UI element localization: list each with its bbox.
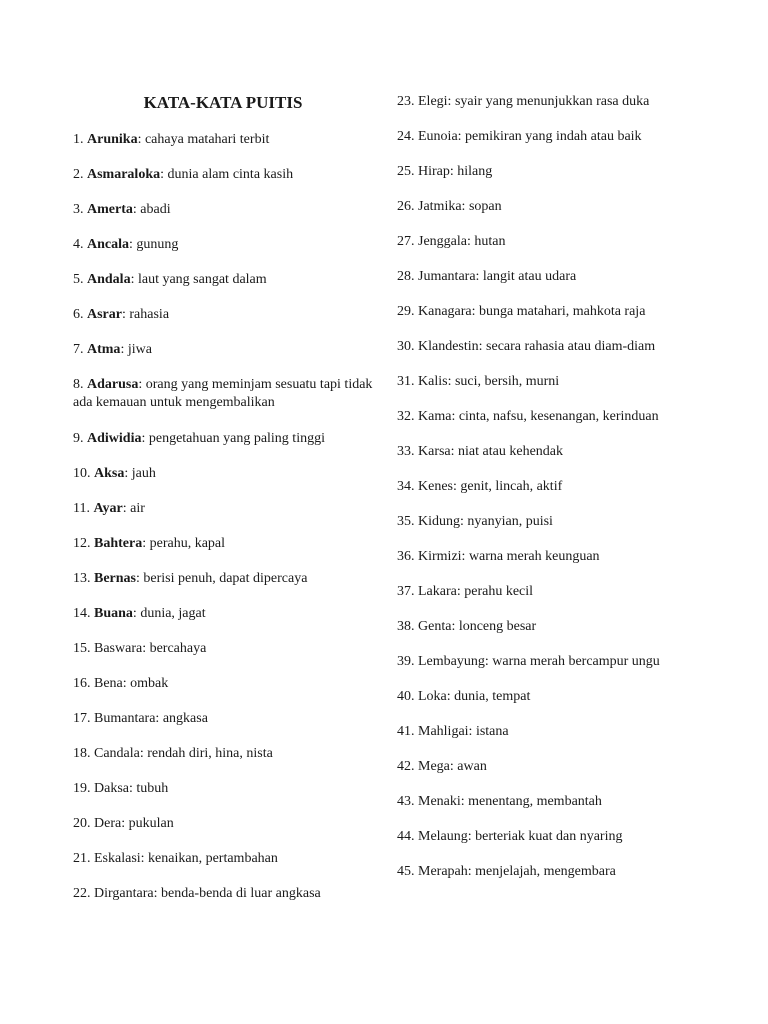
entry-number: 13. (73, 571, 94, 586)
entry-number: 25. (397, 164, 418, 179)
entry-definition: lonceng besar (458, 619, 537, 634)
entry-separator: : (129, 237, 137, 252)
word-entry (73, 675, 373, 693)
word-entry (397, 478, 737, 496)
word-entry (73, 430, 373, 448)
entry-separator: : (471, 304, 480, 319)
entry-number: 28. (397, 269, 418, 284)
entry-term: Kama (418, 409, 452, 424)
entry-definition: pukulan (128, 816, 174, 831)
entry-term: Mahligai (418, 724, 469, 739)
word-entry (73, 710, 373, 728)
entry-definition: sopan (468, 199, 502, 214)
entry-separator: : (121, 816, 129, 831)
entry-separator: : (457, 129, 466, 144)
entry-term: Ayar (93, 501, 123, 516)
word-entry (397, 583, 737, 601)
entry-definition: laut yang sangat dalam (137, 272, 267, 287)
entry-separator: : (122, 307, 130, 322)
entry-separator: : (122, 676, 131, 691)
entry-definition: rendah diri, hina, nista (147, 746, 273, 761)
word-entry (397, 758, 737, 776)
entry-separator: : (155, 711, 163, 726)
entry-term: Atma (87, 342, 121, 357)
word-entry (73, 341, 373, 359)
entry-separator: : (478, 339, 487, 354)
entry-separator: : (484, 654, 493, 669)
entry-term: Lembayung (418, 654, 485, 669)
entry-number: 42. (397, 759, 418, 774)
entry-number: 22. (73, 886, 94, 901)
entry-number: 16. (73, 676, 94, 691)
entry-number: 11. (73, 501, 94, 516)
entry-term: Candala (94, 746, 140, 761)
entry-definition: menjelajah, mengembara (475, 864, 616, 879)
entry-definition: bercahaya (149, 641, 207, 656)
entry-term: Hirap (418, 164, 450, 179)
word-entry (397, 163, 737, 181)
entry-separator: : (449, 164, 458, 179)
entry-term: Merapah (418, 864, 468, 879)
entry-definition: niat atau kehendak (458, 444, 563, 459)
entry-term: Arunika (87, 132, 138, 147)
word-entry (73, 465, 373, 483)
entry-definition: suci, bersih, murni (454, 374, 560, 389)
word-entry (73, 201, 373, 219)
entry-separator: : (460, 794, 469, 809)
entry-separator: : (456, 584, 465, 599)
entry-number: 20. (73, 816, 94, 831)
entry-separator: : (137, 132, 145, 147)
entry-definition: berisi penuh, dapat dipercaya (143, 571, 308, 586)
entry-number: 9. (73, 431, 87, 446)
entry-term: Jenggala (418, 234, 467, 249)
entry-definition: ombak (130, 676, 169, 691)
entry-number: 41. (397, 724, 418, 739)
entry-separator: : (460, 514, 468, 529)
word-entry (73, 885, 373, 903)
entry-separator: : (467, 864, 476, 879)
word-entry (73, 271, 373, 289)
word-entry (397, 863, 737, 881)
entry-separator: : (461, 199, 469, 214)
entry-separator: : (138, 377, 146, 392)
entry-number: 18. (73, 746, 94, 761)
entry-term: Jumantara (418, 269, 476, 284)
word-entry (397, 233, 737, 251)
entry-definition: jiwa (127, 342, 152, 357)
entry-separator: : (447, 374, 455, 389)
entry-definition: langit atau udara (482, 269, 577, 284)
word-entry (397, 268, 737, 286)
word-entry (73, 815, 373, 833)
entry-separator: : (132, 202, 141, 217)
entry-number: 27. (397, 234, 418, 249)
word-entry (397, 93, 737, 111)
entry-number: 15. (73, 641, 94, 656)
entry-definition: perahu, kapal (149, 536, 226, 551)
word-entry (397, 723, 737, 741)
entry-term: Kidung (418, 514, 460, 529)
entry-definition: menentang, membantah (468, 794, 602, 809)
entry-separator: : (130, 272, 138, 287)
entry-separator: : (451, 619, 459, 634)
word-entry (73, 306, 373, 324)
entry-separator: : (140, 851, 149, 866)
entry-separator: : (142, 536, 150, 551)
entry-term: Daksa (94, 781, 129, 796)
word-entry (397, 828, 737, 846)
entry-definition: jauh (131, 466, 156, 481)
entry-number: 35. (397, 514, 418, 529)
entry-definition: awan (457, 759, 487, 774)
entry-term: Andala (87, 272, 131, 287)
entry-separator: : (122, 501, 131, 516)
entry-number: 34. (397, 479, 418, 494)
entry-number: 5. (73, 272, 87, 287)
entry-number: 36. (397, 549, 418, 564)
entry-number: 6. (73, 307, 87, 322)
entry-term: Dera (94, 816, 122, 831)
entry-term: Dirgantara (94, 886, 154, 901)
word-entry (397, 198, 737, 216)
entry-number: 38. (397, 619, 418, 634)
entry-term: Menaki (418, 794, 461, 809)
word-entry (73, 535, 373, 553)
entry-definition: secara rahasia atau diam-diam (486, 339, 656, 354)
entry-definition: warna merah bercampur ungu (492, 654, 660, 669)
entry-term: Bumantara (94, 711, 156, 726)
entry-separator: : (447, 94, 455, 109)
entry-separator: : (466, 234, 475, 249)
entry-definition: bunga matahari, mahkota raja (479, 304, 646, 319)
entry-term: Amerta (87, 202, 133, 217)
word-entry (397, 338, 737, 356)
entry-separator: : (136, 571, 144, 586)
entry-number: 31. (397, 374, 418, 389)
right-column (397, 93, 737, 898)
entry-term: Bena (94, 676, 123, 691)
entry-term: Eunoia (418, 129, 458, 144)
word-entry (397, 618, 737, 636)
entry-separator: : (450, 444, 459, 459)
entry-term: Bernas (94, 571, 136, 586)
entry-separator: : (142, 641, 150, 656)
entry-definition: genit, lincah, aktif (460, 479, 563, 494)
entry-term: Asmaraloka (87, 167, 161, 182)
entry-separator: : (475, 269, 483, 284)
word-entry (73, 745, 373, 763)
entry-definition: orang yang meminjam sesuatu tapi tidak ada kemauan untuk mengembalikan (73, 377, 373, 410)
entry-term: Jatmika (418, 199, 462, 214)
entry-definition: warna merah keunguan (468, 549, 600, 564)
word-entry (397, 548, 737, 566)
word-entry (73, 500, 373, 518)
entry-number: 1. (73, 132, 87, 147)
entry-definition: cahaya matahari terbit (144, 132, 270, 147)
entry-definition: dunia, tempat (454, 689, 531, 704)
entry-separator: : (451, 409, 459, 424)
entry-definition: air (130, 501, 145, 516)
entry-term: Karsa (418, 444, 451, 459)
entry-term: Lakara (418, 584, 457, 599)
entry-term: Asrar (87, 307, 122, 322)
entry-number: 21. (73, 851, 94, 866)
word-entry (73, 166, 373, 184)
word-entry (73, 640, 373, 658)
word-entry (397, 793, 737, 811)
entry-separator: : (449, 759, 458, 774)
entry-term: Loka (418, 689, 447, 704)
word-entry (397, 303, 737, 321)
word-entry (397, 373, 737, 391)
entry-definition: rahasia (129, 307, 170, 322)
entry-definition: hilang (457, 164, 493, 179)
entry-separator: : (467, 829, 476, 844)
entry-definition: dunia, jagat (140, 606, 206, 621)
entry-separator: : (120, 342, 128, 357)
entry-separator: : (141, 431, 149, 446)
entry-separator: : (124, 466, 132, 481)
entry-definition: tubuh (136, 781, 169, 796)
word-entry (73, 131, 373, 149)
word-entry (397, 653, 737, 671)
entry-definition: abadi (140, 202, 171, 217)
entry-term: Adiwidia (87, 431, 142, 446)
entry-number: 26. (397, 199, 418, 214)
entry-number: 30. (397, 339, 418, 354)
word-entry (397, 408, 737, 426)
entry-definition: hutan (474, 234, 506, 249)
entry-term: Baswara (94, 641, 143, 656)
entry-number: 40. (397, 689, 418, 704)
word-entry (73, 780, 373, 798)
entry-number: 17. (73, 711, 94, 726)
entry-definition: berteriak kuat dan nyaring (475, 829, 623, 844)
entry-term: Ancala (87, 237, 129, 252)
entry-number: 19. (73, 781, 94, 796)
entry-term: Kanagara (418, 304, 472, 319)
entry-separator: : (139, 746, 148, 761)
entry-term: Genta (418, 619, 452, 634)
entry-definition: gunung (136, 237, 179, 252)
entry-definition: pemikiran yang indah atau baik (465, 129, 642, 144)
entry-number: 44. (397, 829, 418, 844)
entry-number: 3. (73, 202, 87, 217)
entry-number: 14. (73, 606, 94, 621)
entry-term: Adarusa (87, 377, 139, 392)
entry-number: 8. (73, 377, 87, 392)
entry-term: Klandestin (418, 339, 479, 354)
entry-term: Aksa (94, 466, 125, 481)
entry-number: 24. (397, 129, 418, 144)
entry-definition: istana (475, 724, 509, 739)
entry-term: Buana (94, 606, 133, 621)
entry-separator: : (132, 606, 141, 621)
entry-number: 2. (73, 167, 87, 182)
entry-definition: nyanyian, puisi (467, 514, 553, 529)
entry-number: 37. (397, 584, 418, 599)
entry-term: Kalis (418, 374, 448, 389)
entry-term: Kirmizi (418, 549, 462, 564)
entry-term: Elegi (418, 94, 448, 109)
entry-number: 12. (73, 536, 94, 551)
entry-definition: pengetahuan yang paling tinggi (148, 431, 325, 446)
left-column (73, 131, 373, 920)
word-entry (73, 236, 373, 254)
entry-number: 10. (73, 466, 94, 481)
entry-term: Melaung (418, 829, 468, 844)
entry-separator: : (468, 724, 476, 739)
word-entry (397, 688, 737, 706)
entry-term: Bahtera (94, 536, 143, 551)
entry-separator: : (153, 886, 161, 901)
entry-number: 43. (397, 794, 418, 809)
word-entry (73, 376, 373, 412)
entry-definition: cinta, nafsu, kesenangan, kerinduan (458, 409, 659, 424)
entry-number: 29. (397, 304, 418, 319)
entry-number: 32. (397, 409, 418, 424)
entry-separator: : (446, 689, 455, 704)
entry-number: 7. (73, 342, 87, 357)
word-entry (397, 128, 737, 146)
entry-separator: : (453, 479, 461, 494)
entry-number: 4. (73, 237, 87, 252)
entry-number: 23. (397, 94, 418, 109)
entry-separator: : (461, 549, 469, 564)
entry-term: Mega (418, 759, 450, 774)
entry-definition: dunia alam cinta kasih (167, 167, 294, 182)
word-entry (73, 605, 373, 623)
entry-term: Eskalasi (94, 851, 141, 866)
word-entry (397, 513, 737, 531)
entry-number: 33. (397, 444, 418, 459)
entry-definition: angkasa (162, 711, 208, 726)
entry-definition: perahu kecil (464, 584, 534, 599)
entry-separator: : (129, 781, 137, 796)
entry-number: 39. (397, 654, 418, 669)
entry-number: 45. (397, 864, 418, 879)
entry-definition: kenaikan, pertambahan (148, 851, 278, 866)
word-entry (73, 850, 373, 868)
word-entry (73, 570, 373, 588)
word-entry (397, 443, 737, 461)
entry-separator: : (160, 167, 168, 182)
document-title: KATA-KATA PUITIS (143, 93, 303, 112)
entry-definition: benda-benda di luar angkasa (161, 886, 321, 901)
entry-definition: syair yang menunjukkan rasa duka (454, 94, 650, 109)
entry-term: Kenes (418, 479, 453, 494)
